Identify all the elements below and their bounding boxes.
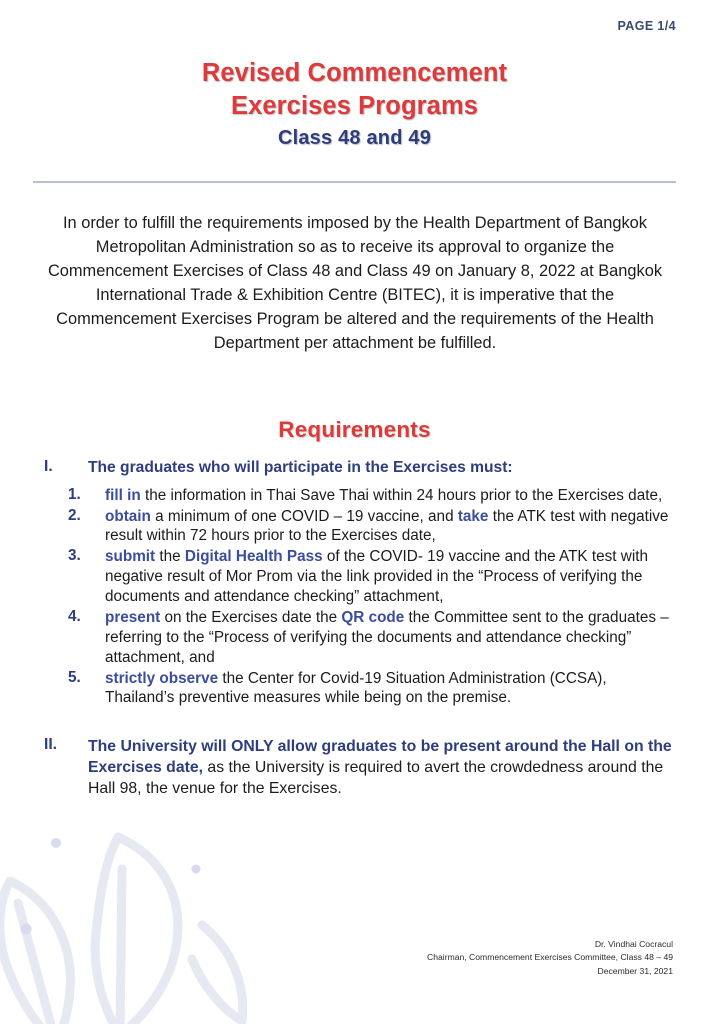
leaf-watermark-icon <box>0 829 270 1024</box>
list-item-marker: 1. <box>68 485 81 503</box>
list-item-text <box>105 547 673 607</box>
list-item-body: the Committee sent to the graduates – referring to the “Process of verifying the documents and attendance checking” attachment, and <box>105 608 669 666</box>
list-item <box>0 669 709 709</box>
list-item-body-mid: the <box>155 548 185 566</box>
list-item-body: of the COVID- 19 vaccine and the ATK test with negative result of Mor Prom via the link provided in the “Process of verifying the documents and attendance checking” attachment, <box>105 548 648 606</box>
list-item-body-mid: a minimum of one COVID – 19 vaccine, and <box>150 507 458 525</box>
signatory-role: Chairman, Commencement Exercises Committee, Class 48 – 49 <box>427 952 673 963</box>
document-title-line-2: Exercises Programs <box>230 91 479 120</box>
list-item-emphasis-two: take <box>457 507 489 525</box>
list-item-body: the information in Thai Save Thai within 24 hours prior to the Exercises date, <box>140 486 663 504</box>
section-two-emphasis: The University will ONLY allow graduates to be present around the Hall on the Exercises date, <box>88 738 672 777</box>
list-item-text <box>105 608 673 668</box>
list-item-emphasis: fill in <box>105 486 141 504</box>
list-item-marker: 3. <box>68 547 81 565</box>
list-item-text <box>105 486 673 506</box>
list-item-emphasis: present <box>105 608 161 626</box>
section-one <box>0 458 709 478</box>
list-item-marker: 5. <box>68 668 81 686</box>
document-title <box>0 57 709 122</box>
requirements-content <box>0 458 709 799</box>
list-item-emphasis-two: Digital Health Pass <box>184 548 323 566</box>
requirements-heading: Requirements <box>278 417 431 442</box>
section-two-marker: II. <box>44 736 57 754</box>
page-number-label: PAGE 1/4 <box>617 19 676 33</box>
list-item <box>0 608 709 668</box>
list-item-text <box>105 507 673 547</box>
signature-date: December 31, 2021 <box>597 965 673 976</box>
requirements-list <box>0 486 709 709</box>
intro-paragraph: In order to fulfill the requirements imposed by the Health Department of Bangkok Metropolitan Administration so as to receive its approval to organize the Commencement Exercises of Class 48 and Class 49 on January 8, 2022 at Bangkok International Trade & Exhibition Centre (BITEC), it is imperative that the Commencement Exercises Program be altered and the requirements of the Health Department per attachment be fulfilled. <box>47 214 663 353</box>
section-one-heading: The graduates who will participate in the Exercises must: <box>88 459 513 476</box>
title-block <box>0 57 709 150</box>
list-item <box>0 507 709 547</box>
list-item <box>0 547 709 607</box>
list-item-text <box>105 669 673 709</box>
section-two-text <box>88 736 677 799</box>
list-item-emphasis: obtain <box>105 507 151 525</box>
list-item-emphasis-two: QR code <box>341 608 405 626</box>
document-title-line-1: Revised Commencement <box>201 59 508 87</box>
signature-block <box>427 938 673 978</box>
list-item-emphasis: strictly observe <box>105 669 219 687</box>
list-item-body: the Center for Covid-19 Situation Administration (CCSA), Thailand’s preventive measures while being on the premise. <box>105 669 607 707</box>
section-two <box>0 736 709 799</box>
section-two-body: as the University is required to avert the crowdedness around the Hall 98, the venue for the Exercises. <box>88 759 664 798</box>
header-divider <box>33 181 676 183</box>
document-subtitle: Class 48 and 49 <box>277 127 432 150</box>
signatory-name: Dr. Vindhai Cocracul <box>594 939 673 950</box>
list-item-body-mid: on the Exercises date the <box>160 608 342 626</box>
section-one-marker: I. <box>44 458 53 475</box>
list-item-emphasis: submit <box>105 548 156 566</box>
list-item-marker: 2. <box>68 506 81 524</box>
list-item <box>0 486 709 506</box>
list-item-body: the ATK test with negative result within 72 hours prior to the Exercises date, <box>105 507 669 545</box>
list-item-marker: 4. <box>68 607 81 625</box>
